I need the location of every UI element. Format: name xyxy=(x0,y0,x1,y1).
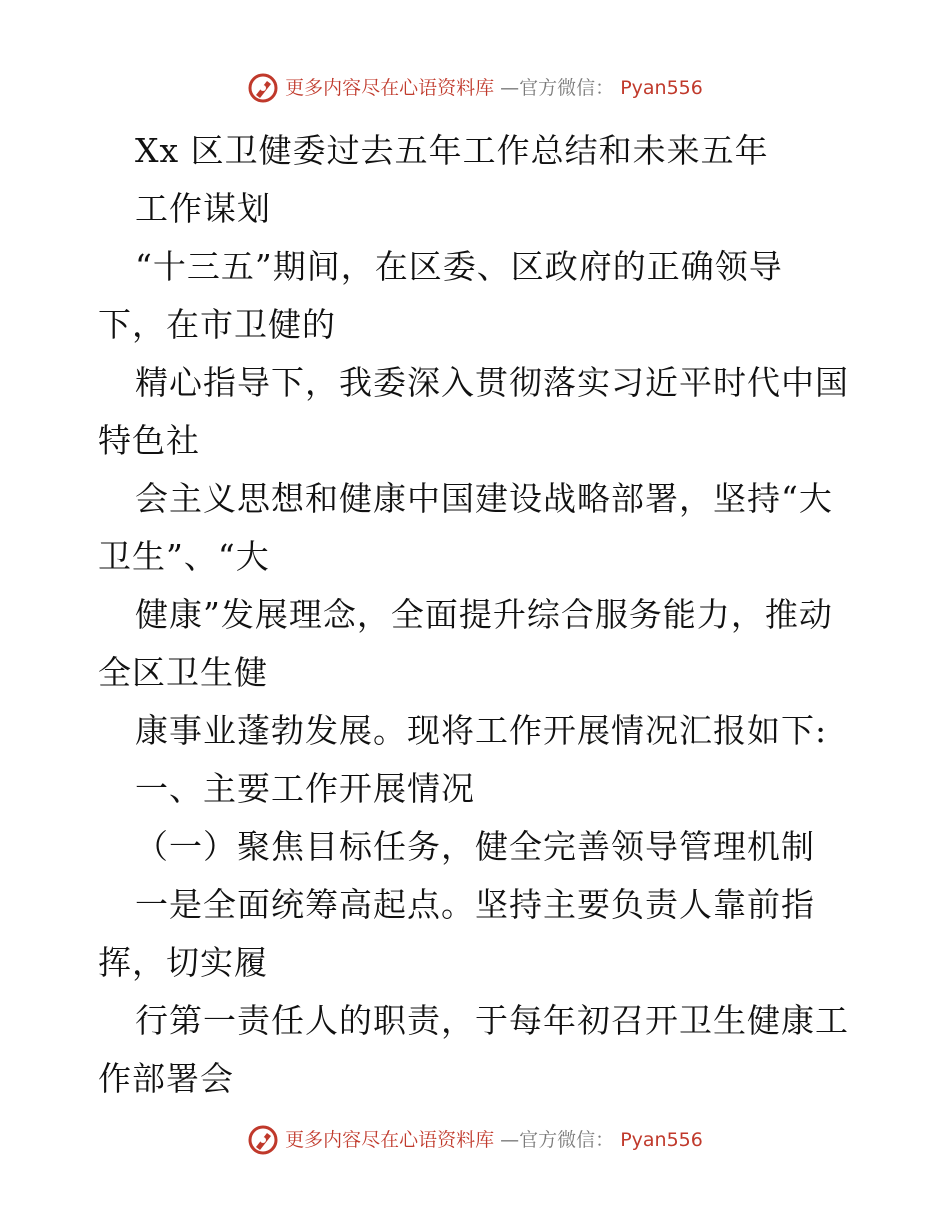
watermark-text-main: 更多内容尽在心语资料库 xyxy=(285,1129,495,1151)
doc-section-heading: 一、主要工作开展情况 xyxy=(135,769,475,808)
doc-paragraph-line: 下，在市卫健的 xyxy=(98,305,336,344)
doc-paragraph-line: 挥，切实履 xyxy=(98,943,268,982)
doc-paragraph-line: 行第一责任人的职责，于每年初召开卫生健康工 xyxy=(135,1001,849,1040)
doc-subsection-heading: （一）聚焦目标任务，健全完善领导管理机制 xyxy=(135,827,815,866)
watermark-text-id: Pyan556 xyxy=(620,1129,703,1151)
doc-paragraph-line: 会主义思想和健康中国建设战略部署，坚持“大 xyxy=(135,479,833,518)
doc-paragraph-line: “十三五”期间，在区委、区政府的正确领导 xyxy=(135,247,783,286)
pen-seal-icon xyxy=(247,1124,279,1156)
doc-paragraph-line: 康事业蓬勃发展。现将工作开展情况汇报如下: xyxy=(135,711,828,750)
doc-title-line-2: 工作谋划 xyxy=(135,189,271,228)
pen-seal-icon xyxy=(247,72,279,104)
doc-paragraph-line: 一是全面统筹高起点。坚持主要负责人靠前指 xyxy=(135,885,815,924)
watermark-text-wechat: —官方微信： xyxy=(500,77,615,99)
header-watermark xyxy=(0,72,950,104)
doc-title-line-1: Xx 区卫健委过去五年工作总结和未来五年 xyxy=(135,131,769,170)
document-body xyxy=(98,122,868,1108)
doc-paragraph-line: 全区卫生健 xyxy=(98,653,268,692)
watermark-text-main: 更多内容尽在心语资料库 xyxy=(285,77,495,99)
doc-paragraph-line: 健康”发展理念，全面提升综合服务能力，推动 xyxy=(135,595,833,634)
doc-paragraph-line: 精心指导下，我委深入贯彻落实习近平时代中国 xyxy=(135,363,849,402)
doc-paragraph-line: 作部署会 xyxy=(98,1059,234,1098)
footer-watermark xyxy=(0,1124,950,1156)
doc-paragraph-line: 特色社 xyxy=(98,421,200,460)
watermark-text-id: Pyan556 xyxy=(620,77,703,99)
watermark-text-wechat: —官方微信： xyxy=(500,1129,615,1151)
doc-paragraph-line: 卫生”、“大 xyxy=(98,537,270,576)
